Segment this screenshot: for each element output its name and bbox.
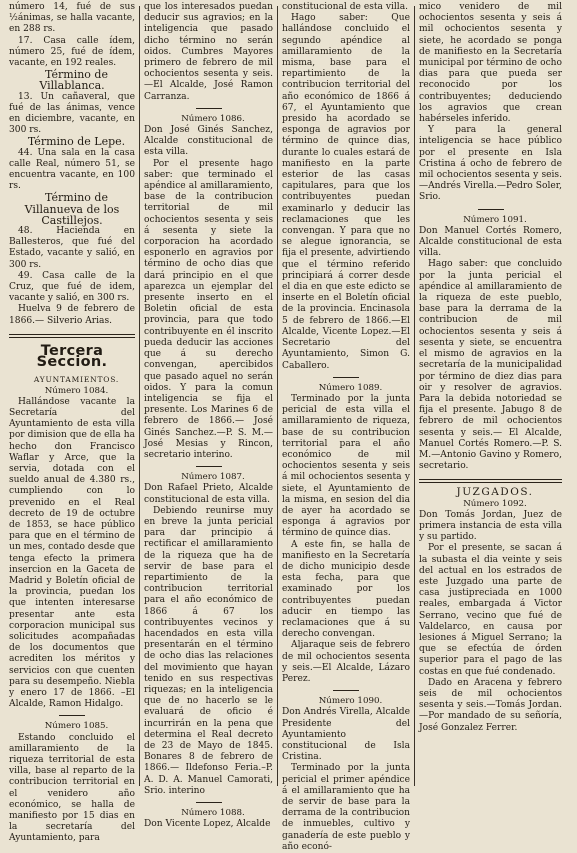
notice-body: Debiendo reunirse muy en breve la junta pericial para dar principio á rectificar el amillaramiento de la riqueza que ha de servir de base para el repartimiento de la contribucion territorial para el año económico de 1866 á 67 los contribuyentes vecinos y hacendados en esta villa presentarán en el término de ocho dias las relaciones del movimiento que hayan tenido en sus respectivas riquezas; en la inteligencia que de no hacerlo se le evaluará de oficio é incurrirán en la pena que determina el Real decreto de 23 de Mayo de 1845. Bonares 8 de febrero de 1866.— Ildefonso Feria.–P. A. D. A. Manuel Camorati, Srio. interino [144,505,273,796]
term-heading: Término de Lepe. [27,135,126,149]
section-subtitle: AYUNTAMIENTOS. [33,375,120,385]
notice-body: Estando concluido el amillaramiento de la riqueza territorial de esta villa, base al reparto de la contribucion territorial en el venidero año económico, se halla de manifiesto por 15 dias en la secretaría del Ayuntamiento, para [9,732,135,844]
notice-body: Aljaraque seis de febrero de mil ochocientos sesenta y seis.—El Alcalde, Lázaro Perez. [282,640,410,684]
notice-divider [333,377,359,378]
listing-paragraph: 13. Un cañaveral, que fué de las ánimas, vence en diciembre, vacante, en 300 rs. [9,91,135,136]
notice-heading: Don Rafael Prieto, Alcalde constitucional de esta villa. [144,483,273,505]
notice-number: Número 1088. [181,808,245,819]
listing-paragraph: 49. Casa calle de la Cruz, que fué de idem, vacante y salió, en 300 rs. [9,270,135,304]
notice-body: mico venidero de mil ochocientos sesenta y seis á mil ochocientos sesenta y siete, he acordado se ponga de manifiesto en la Secretaría municipal por término de ocho dias para que pueda ser reconocido por los contribuyentes; deduciendo los agravios que crean habérseles inferido. [419,2,562,125]
notice-number: Número 1090. [318,696,383,707]
notice-number: Número 1086. [181,113,245,124]
section-title: Tercera Seccion. [36,342,108,371]
notice-body: que los interesados puedan deducir sus agravios; en la inteligencia que pasado dicho término no serán oidos. Cumbres Mayores primero de febrero de mil ochocientos sesenta y seis.—El Alcalde, José Ramon Carranza. [144,2,273,102]
column-3 [278,2,414,853]
notice-heading: Don José Ginés Sanchez, Alcalde constitucional de esta villa. [144,125,273,158]
notice-body: Y para la general inteligencia se hace público por el presente en Isla Cristina á ocho de febrero de mil ochocientos sesenta y seis.—Andrés Virella.—Pedro Soler, Srio. [419,125,562,203]
column-2 [140,2,277,853]
notice-divider [478,209,504,210]
section-divider [419,479,562,483]
term-heading: Término de Villanueva de los Castillejos. [24,191,120,227]
notice-body: Terminado por la junta pericial de esta villa el amillaramiento de riqueza, base de su contribucion territorial para el año económico de mil ochocientos sesenta y seis á mil ochocientos sesenta y siete, el Ayuntamiento de la misma, en sesion del dia de ayer ha acordado se esponga á agravios por término de quince dias. [282,393,410,539]
notice-body: Dado en Aracena y febrero seis de mil ochocientos sesenta y seis.—Tomás Jordan.—Por mandado de su señoría, José Gonzalez Ferrer. [419,677,562,733]
notice-divider [196,108,222,109]
notice-heading: Don Andrés Virella, Alcalde Presidente del Ayuntamiento constitucional de Isla Cristina. [282,707,410,763]
column-4 [415,2,566,853]
notice-body: Por el presente, se sacan á la subasta el dia veinte y seis del actual en los estrados de este Juzgado una parte de casa justipreciada en 1000 reales, embargada á Victor Serrano, vecino que fué de Valdelarco, en causa por lesiones á Miguel Serrano; la que se efectúa de órden superior para el pago de las costas en que fué condenado. [419,543,562,677]
column-1 [5,2,139,853]
section-divider [9,334,135,338]
notice-heading: Don Vicente Lopez, Alcalde [144,819,271,830]
notice-number: Número 1091. [463,214,527,225]
notice-body: Hago saber: que concluido por la junta pericial el apéndice al amillaramiento de la riqueza de este pueblo, base para la derrama de la contribucion de mil ochocientos sesenta y seis á sesenta y siete, se encuentra el mismo de agravios en la secretaría de la municipalidad por término de diez dias para oir y resolver de agravios. Para la debida notoriedad se fija el presente. Jabugo 8 de febrero de mil ochocientos sesenta y seis.— El Alcalde, Manuel Cortés Romero.—P. S. M.—Antonio Gavino y Romero, secretario. [419,259,562,472]
notice-number: Número 1087. [181,472,245,483]
notice-body: Hago saber: Que hallándose concluido el segundo apéndice al amillaramiento de la misma, base para el repartimiento de la contribucion territorial del año económico de 1866 á 67, el Ayuntamiento que presido ha acordado se esponga de agravios por término de quince dias, durante lo cuales estará de manifiesto en la parte esterior de las casas capitulares, para que los contribuyentes puedan examinarlo y deducir las reclamaciones que les convengan. Y para que no se alegue ignorancia, se fija el presente, advirtiendo que el término referido principiará á correr desde el dia en que este edicto se inserte en el Boletín oficial de la provincia. Encinasola 5 de febrero de 1866.—El Alcalde, Vicente Lopez.—El Secretario del Ayuntamiento, Simon G. Caballero. [282,13,410,371]
notice-divider [59,715,85,716]
notice-number: Número 1085. [44,721,109,732]
notice-number: Número 1084. [44,385,109,396]
date-signature: Huelva 9 de febrero de 1866.— Silverio Arias. [9,304,135,326]
term-heading: Término de Villablanca. [39,68,108,93]
listing-paragraph: 44. Una sala en la casa calle Real, número 51, se encuentra vacante, en 100 rs. [9,147,135,192]
notice-heading: Don Tomás Jordan, Juez de primera instancia de esta villa y su partido. [419,509,562,543]
listing-paragraph: 17. Casa calle ídem, número 25, fué de ídem, vacante, en 192 reales. [9,35,135,69]
notice-body: Hallándose vacante la Secretaría del Ayuntamiento de esta villa por dimision que de ella ha hecho don Francisco Waflar y Arce, que la servia, dotada con el sueldo anual de 4.380 rs., cumpliendo con lo prevenido en el Real decreto de 19 de octubre de 1853, se hace público para que en el término de un mes, contado desde que tenga efecto la primera insercion en la Gaceta de Madrid y Boletín oficial de la provincia, puedan los que intenten interesarse presentar ante esta corporacion municipal sus solicitudes acompañadas de los documentos que acrediten los méritos y servicios con que cuenten para su desempeño. Niebla y enero 17 de 1866. –El Alcalde, Ramon Hidalgo. [9,396,135,710]
notice-heading: constitucional de esta villa. [282,2,409,12]
notice-divider [333,690,359,691]
notice-body: Terminado por la junta pericial el primer apéndice á el amillaramiento que ha de servir de base para la derrama de la contribucion de inmuebles, cultivo y ganadería de este pueblo y año econó- [282,763,410,852]
notice-heading: Don Manuel Cortés Romero, Alcalde constitucional de esta villa. [419,225,562,259]
notice-number: Número 1092. [463,498,527,509]
notice-divider [196,466,222,467]
notice-number: Número 1089. [318,382,383,393]
notice-body: Por el presente hago saber: que terminado el apéndice al amillaramiento, base de la contribucion territorial de mil ochocientos sesenta y seis á sesenta y siete la corporacion ha acordado esponerlo en agravios por término de ocho dias que dará principio en el que aparezca un ejemplar del presente inserto en el Boletin oficial de esta provincia, para que todo contribuyente en él inscrito pueda deducir las acciones que á su derecho convengan, apercibidos que pasado aquel no serán oidos. Y para la comun inteligencia se fija el presente. Los Marines 6 de febrero de 1866.— José Ginés Sanchez.—P. S. M.—José Mesias y Rincon, secretario interino. [144,158,273,460]
listing-paragraph: 48. Hacienda en Ballesteros, que fué del Estado, vacante y salió, en 300 rs. [9,226,135,270]
section-subtitle: JUZGADOS. [456,486,534,499]
listing-paragraph: número 14, fué de sus ½ánimas, se halla vacante, en 288 rs. [9,2,135,35]
notice-body: A este fin, se halla de manifiesto en la Secretaría de dicho municipio desde esta fecha, para que examinado por los contribuyentes puedan aducir en tiempo las reclamaciones que á su derecho convengan. [282,539,410,640]
notice-divider [196,802,222,803]
